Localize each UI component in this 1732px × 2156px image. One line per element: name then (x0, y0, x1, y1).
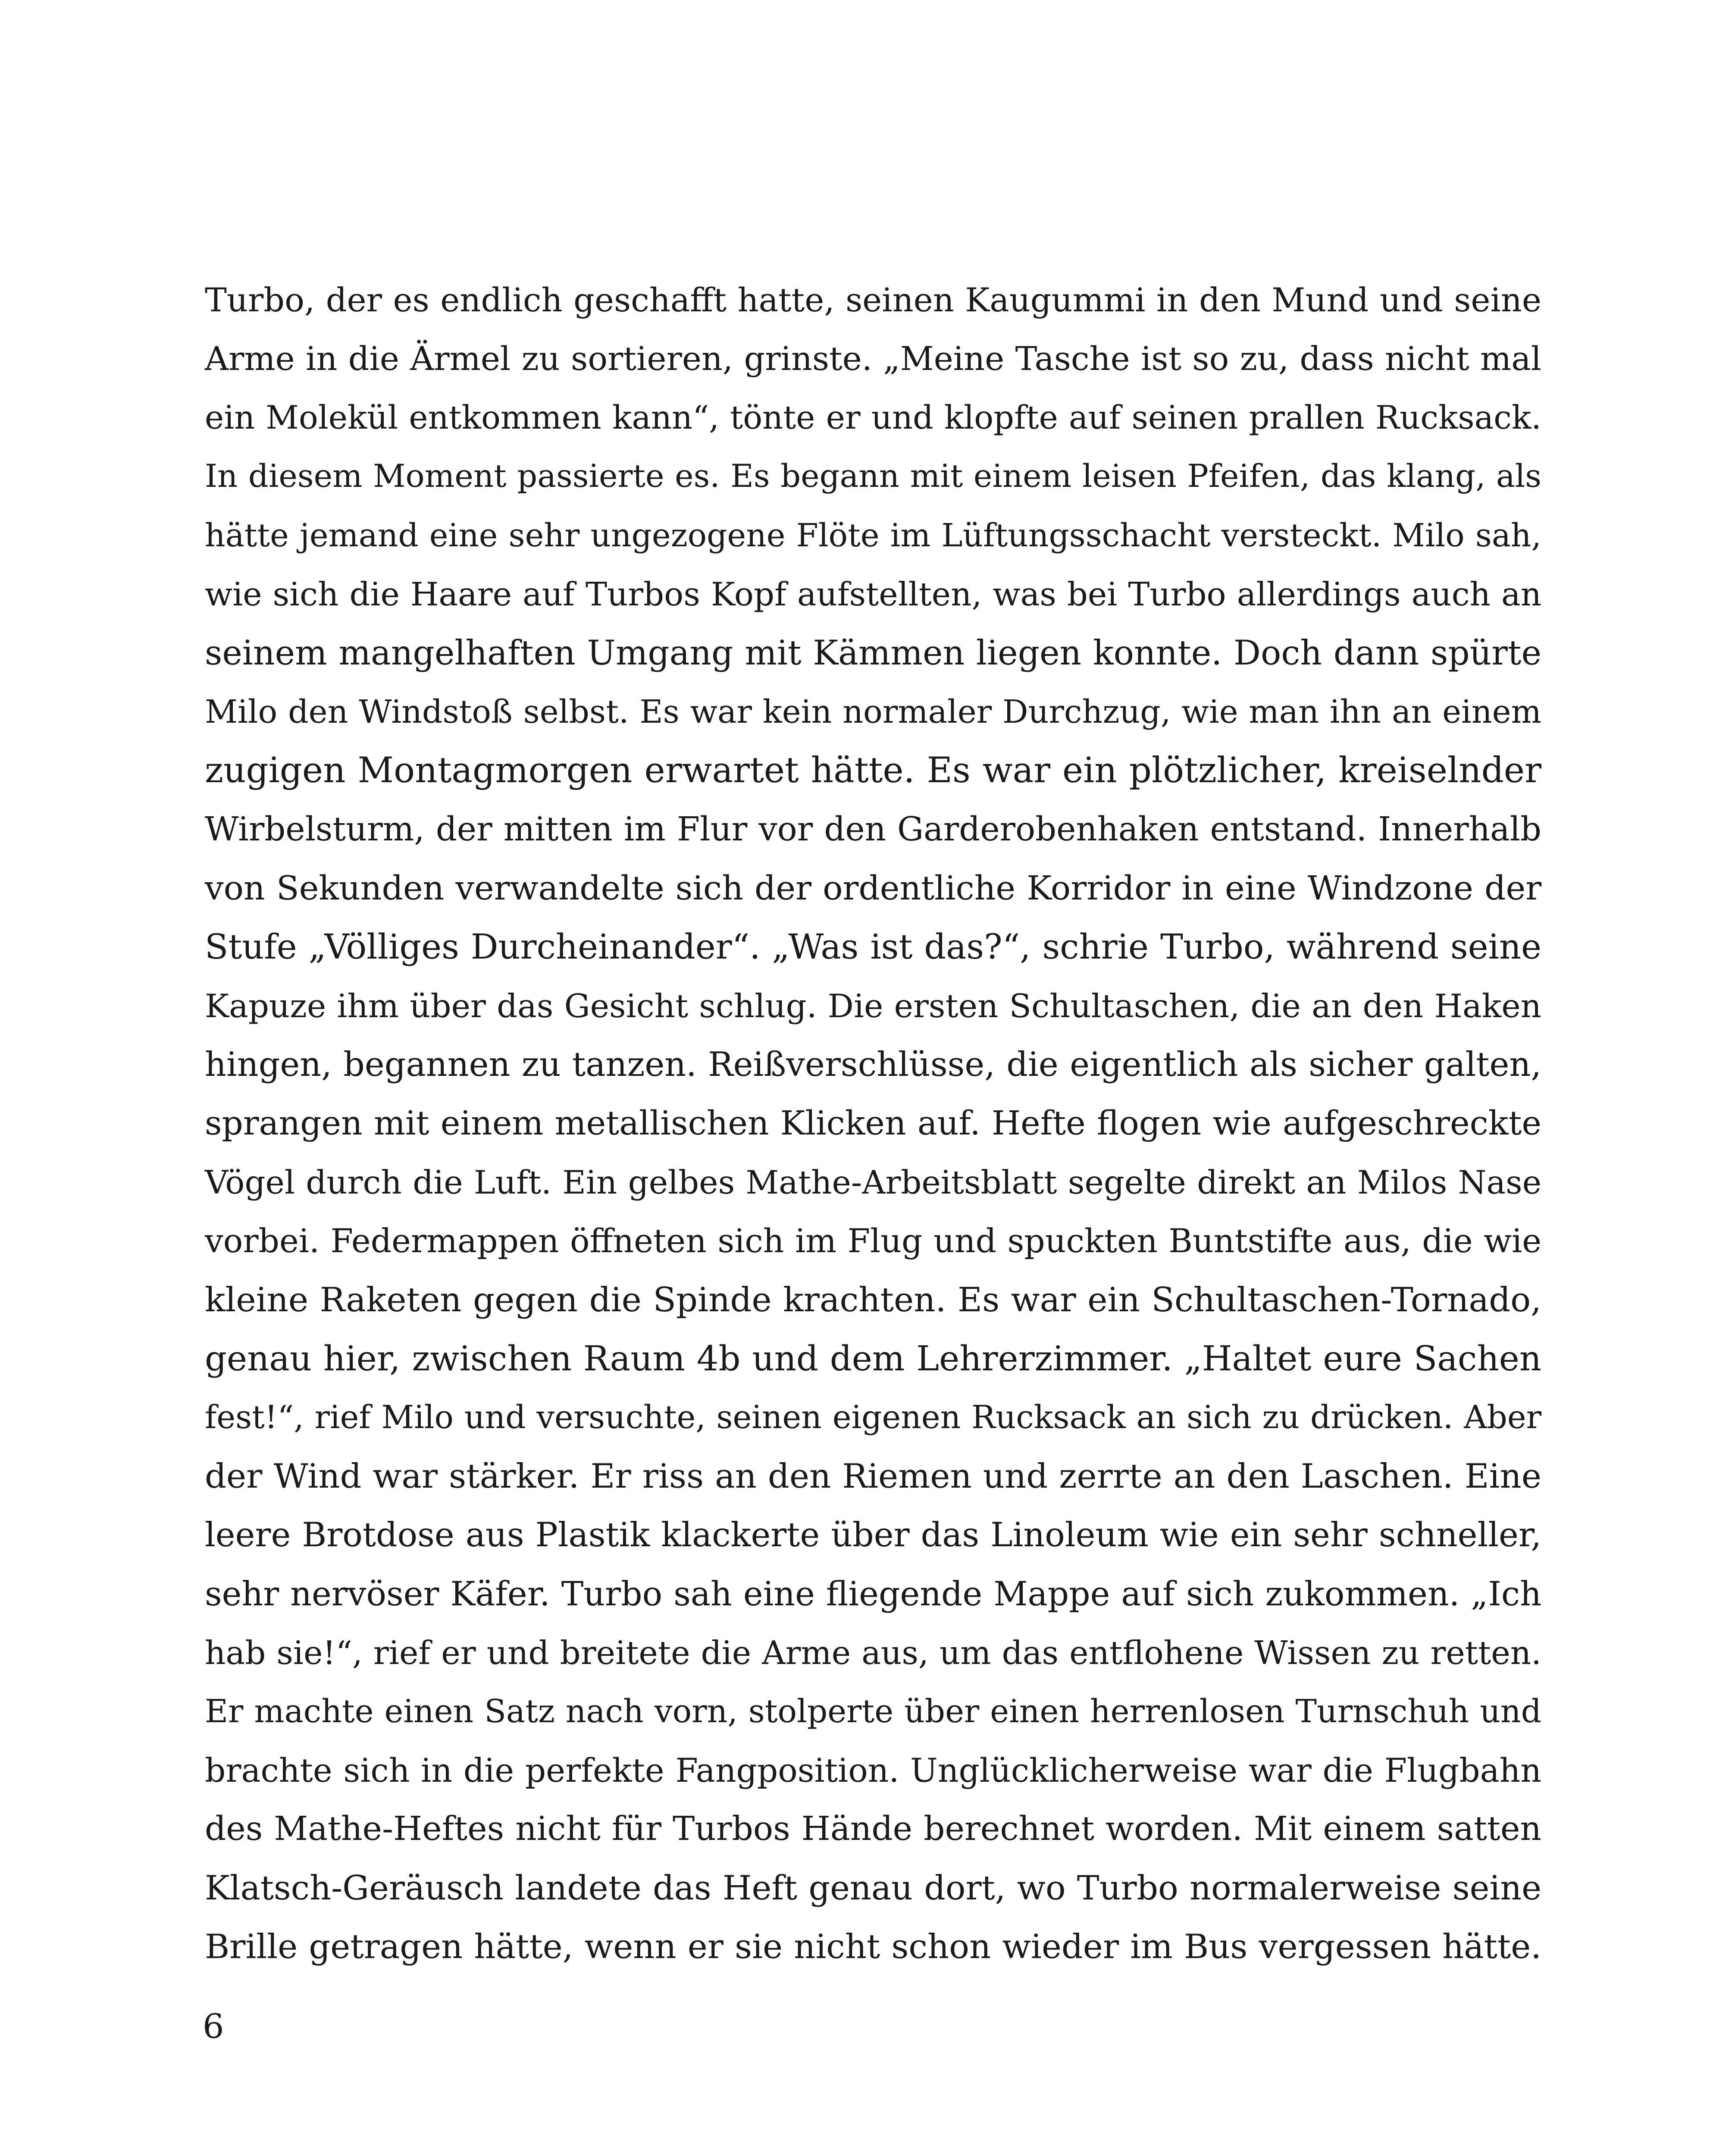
text-line: Wirbelsturm, der mitten im Flur vor den Garderobenhaken entstand. Innerhalb (205, 810, 1541, 849)
text-line: sehr nervöser Käfer. Turbo sah eine fliegende Mappe auf sich zukommen. „Ich (205, 1574, 1541, 1614)
text-line: In diesem Moment passierte es. Es begann mit einem leisen Pfeifen, das klang, als (205, 458, 1541, 495)
text-line: Milo den Windstoß selbst. Es war kein normaler Durchzug, wie man ihn an einem (205, 693, 1541, 730)
text-line: Turbo, der es endlich geschafft hatte, seinen Kaugummi in den Mund und seine (205, 281, 1541, 319)
text-line: hätte jemand eine sehr ungezogene Flöte im Lüftungsschacht versteckt. Milo sah, (205, 517, 1541, 554)
text-line: leere Brotdose aus Plastik klackerte über das Linoleum wie ein sehr schneller, (205, 1516, 1541, 1555)
page-number: 6 (203, 2007, 224, 2046)
text-line: fest!“, rief Milo und versuchte, seinen eigenen Rucksack an sich zu drücken. Aber (205, 1399, 1541, 1436)
text-line: der Wind war stärker. Er riss an den Riemen und zerrte an den Laschen. Eine (205, 1457, 1541, 1496)
text-line: vorbei. Federmappen öffneten sich im Flug und spuckten Buntstifte aus, die wie (205, 1222, 1541, 1260)
text-line: Arme in die Ärmel zu sortieren, grinste. „Meine Tasche ist so zu, dass nicht mal (205, 339, 1541, 378)
text-line: seinem mangelhaften Umgang mit Kämmen liegen konnte. Doch dann spürte (205, 633, 1541, 673)
text-line: des Mathe-Heftes nicht für Turbos Hände berechnet worden. Mit einem satten (205, 1810, 1541, 1849)
text-line: sprangen mit einem metallischen Klicken auf. Hefte flogen wie aufgeschreckte (205, 1104, 1541, 1143)
text-line: Klatsch-Geräusch landete das Heft genau dort, wo Turbo normalerweise seine (205, 1868, 1541, 1908)
text-line: Stufe „Völliges Durcheinander“. „Was ist das?“, schrie Turbo, während seine (205, 927, 1541, 967)
text-line: zugigen Montagmorgen erwartet hätte. Es war ein plötzlicher, kreiselnder (205, 750, 1541, 791)
text-line: kleine Raketen gegen die Spinde krachten. Es war ein Schultaschen-Tornado, (205, 1280, 1541, 1319)
text-line: ein Molekül entkommen kann“, tönte er und klopfte auf seinen prallen Rucksack. (205, 398, 1541, 436)
body-text (205, 271, 1541, 1976)
text-line: hab sie!“, rief er und breitete die Arme aus, um das entflohene Wissen zu retten. (205, 1633, 1541, 1672)
text-line: Kapuze ihm über das Gesicht schlug. Die ersten Schultaschen, die an den Haken (205, 987, 1541, 1025)
text-line: Er machte einen Satz nach vorn, stolperte über einen herrenlosen Turnschuh und (205, 1693, 1541, 1730)
text-line: hingen, begannen zu tanzen. Reißverschlüsse, die eigentlich als sicher galten, (205, 1045, 1541, 1084)
text-line: wie sich die Haare auf Turbos Kopf aufstellten, was bei Turbo allerdings auch an (205, 575, 1541, 613)
text-line: brachte sich in die perfekte Fangposition. Unglücklicherweise war die Flugbahn (205, 1751, 1541, 1789)
text-line: Brille getragen hätte, wenn er sie nicht schon wieder im Bus vergessen hätte. (205, 1927, 1541, 1966)
text-line: genau hier, zwischen Raum 4b und dem Lehrerzimmer. „Haltet eure Sachen (205, 1338, 1541, 1379)
text-line: Vögel durch die Luft. Ein gelbes Mathe-Arbeitsblatt segelte direkt an Milos Nase (205, 1163, 1541, 1201)
text-line: von Sekunden verwandelte sich der ordentliche Korridor in eine Windzone der (205, 868, 1541, 908)
